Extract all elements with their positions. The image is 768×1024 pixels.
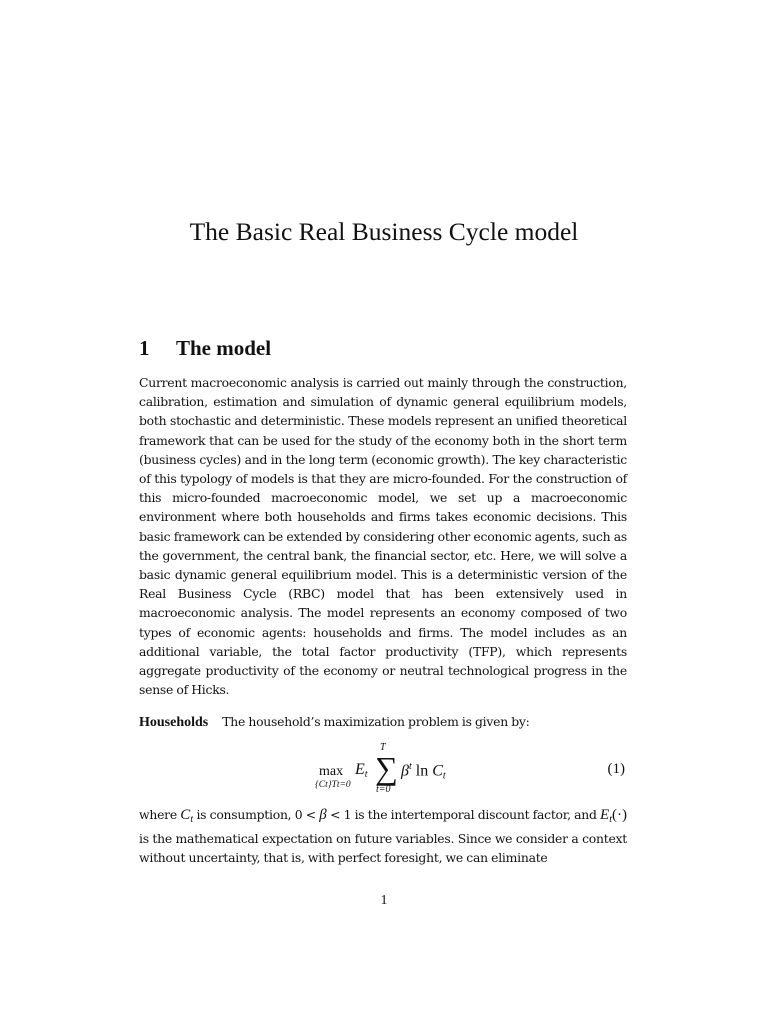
equation-sum-upper-limit: T xyxy=(380,742,386,753)
equation-beta: β xyxy=(401,762,409,780)
equation-sum-symbol: ∑ xyxy=(375,750,398,786)
equation-consumption-subscript: t xyxy=(442,770,446,782)
equation-expectation xyxy=(355,761,368,780)
equation-max-operator: max xyxy=(319,764,344,779)
symbol-consumption: C xyxy=(180,807,191,823)
post-equation-paragraph xyxy=(139,805,627,868)
post-equation-text-1: where xyxy=(139,807,181,822)
households-run-in-heading: Households xyxy=(139,715,209,730)
equation-summand xyxy=(401,761,446,781)
equation-expectation-symbol: E xyxy=(355,761,365,778)
equation-log: ln xyxy=(411,762,433,780)
intro-paragraph: Current macroeconomic analysis is carried out mainly through the construction, calibration, estimation and simulation of dynamic general equilibrium models, both stochastic and deterministic. These models represent an unified theoretical framework that can be used for the study of the economy both in the short term (business cycles) and in the long term (economic growth). The key characteristic of this typology of models is that they are micro-founded. For the construction of this micro-founded macroeconomic model, we set up a macroeconomic environment where both households and firms takes economic decisions. This basic framework can be extended by considering other economic agents, such as the government, the central bank, the financial sector, etc. Here, we will solve a basic dynamic general equilibrium model. This is a deterministic version of the Real Business Cycle (RBC) model that has been extensively used in macroeconomic analysis. The model represents an economy composed of two types of economic agents: households and firms. The model includes as an additional variable, the total factor productivity (TFP), which represents aggregate productivity of the economy or neutral technological progress in the sense of Hicks. xyxy=(139,375,627,698)
section-number: 1 xyxy=(139,336,150,360)
symbol-consumption-subscript: t xyxy=(190,814,194,825)
symbol-beta: β xyxy=(319,807,327,823)
section-title: The model xyxy=(176,336,272,360)
post-equation-text-2: is consumption, 0 < xyxy=(193,807,320,822)
households-intro-text: The household’s maximization problem is given by: xyxy=(222,714,530,729)
post-equation-text-4: is the mathematical expectation on future variables. Since we consider a context without uncertainty, that is, with perfect foresight, we can eliminate xyxy=(139,831,627,866)
symbol-expectation: E xyxy=(600,807,610,823)
document-title: The Basic Real Business Cycle model xyxy=(189,217,579,246)
page-number: 1 xyxy=(380,893,388,908)
equation-sum-lower-limit: t=0 xyxy=(376,784,391,795)
equation-1 xyxy=(139,742,627,798)
equation-number: (1) xyxy=(607,761,625,777)
equation-beta-power: t xyxy=(408,761,412,772)
equation-consumption: C xyxy=(432,762,443,780)
post-equation-text-3: < 1 is the intertemporal discount factor, and xyxy=(326,807,601,822)
symbol-expectation-argument: (·) xyxy=(612,807,627,823)
equation-max-subscript: {Ct}Tt=0 xyxy=(315,780,351,790)
households-paragraph xyxy=(139,712,627,732)
equation-expectation-subscript: t xyxy=(364,769,368,780)
section-heading xyxy=(139,334,271,362)
symbol-expectation-subscript: t xyxy=(609,814,612,825)
